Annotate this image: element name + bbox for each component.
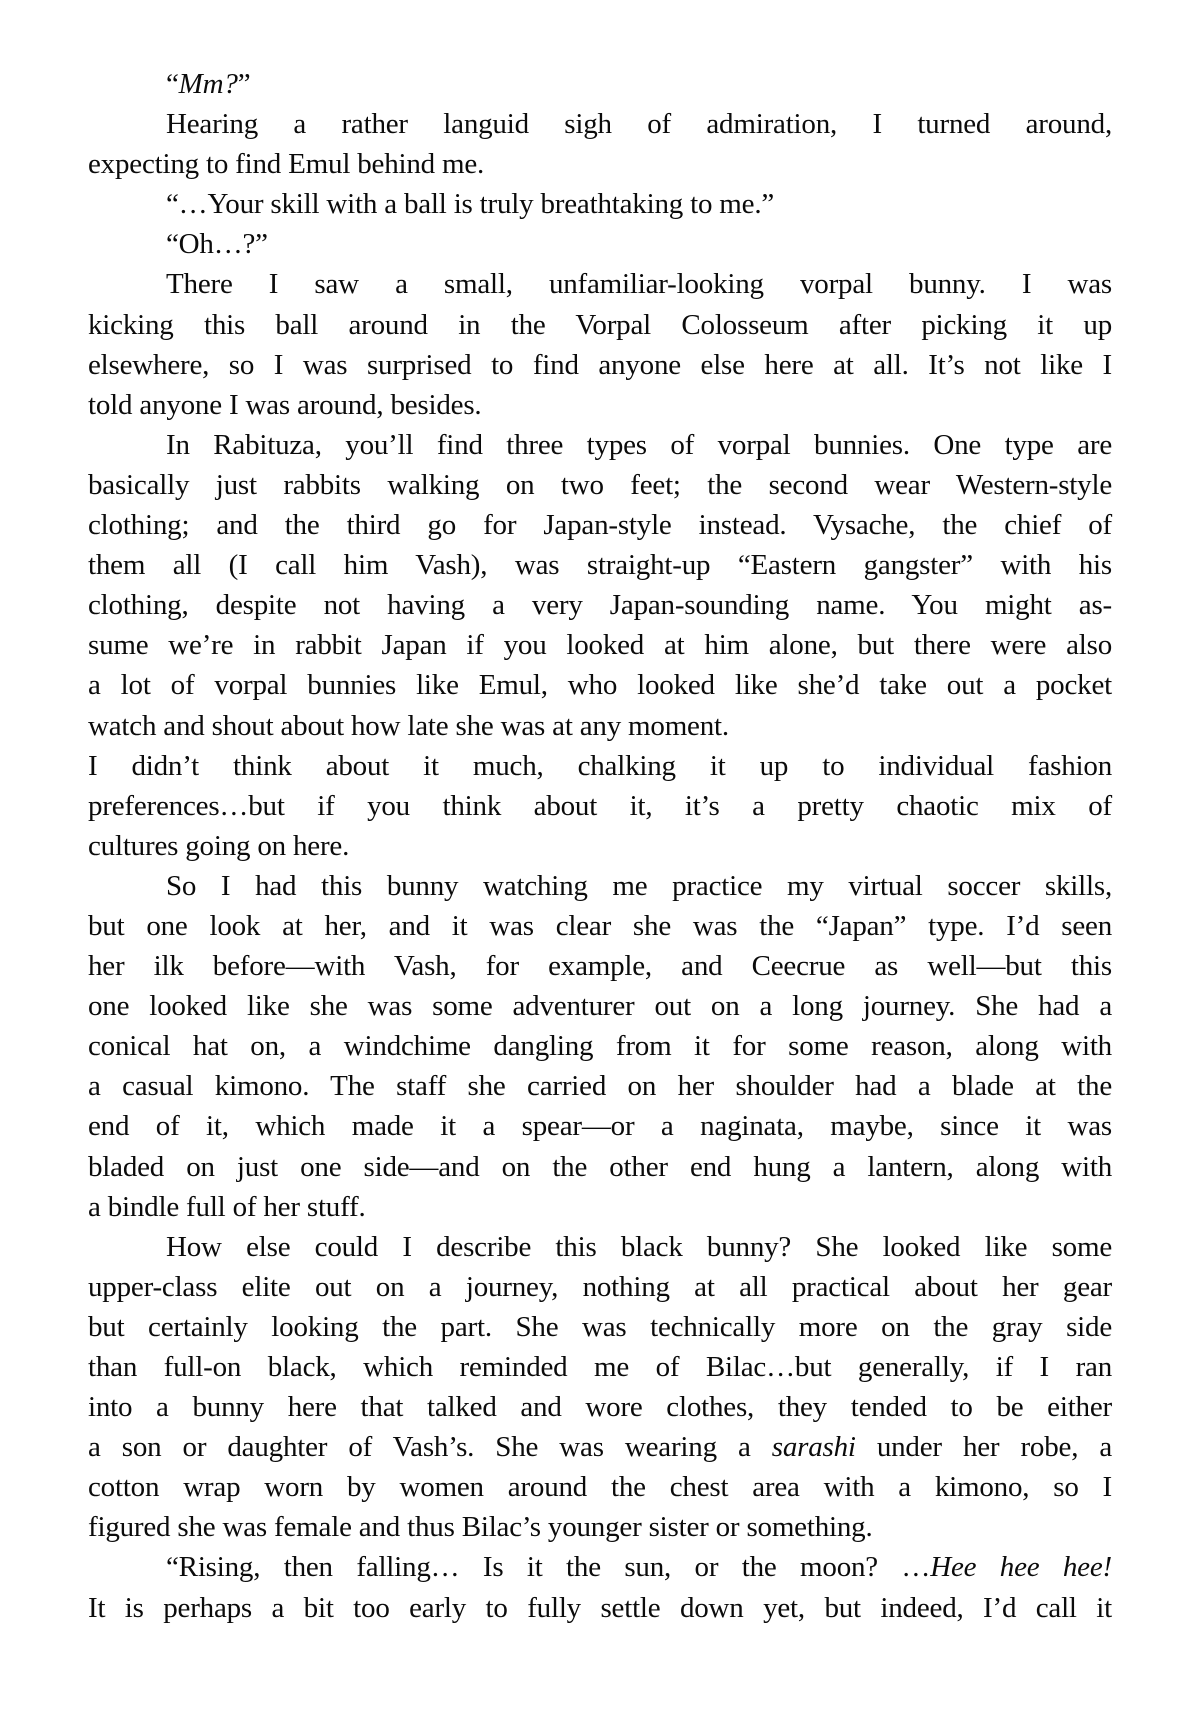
text-run: under her robe, a: [855, 1431, 1113, 1464]
text-run: a son or daughter of Vash’s. She was wearing a: [88, 1431, 772, 1464]
text-line: [88, 1026, 1112, 1066]
text-run: end of it, which made it a spear—or a naginata, maybe, since it was: [88, 1110, 1112, 1143]
text-line: [88, 986, 1112, 1026]
text-line: [88, 946, 1112, 986]
text-run: but one look at her, and it was clear she was the “Japan” type. I’d seen: [88, 909, 1112, 942]
text-line: [88, 425, 1112, 465]
text-run: basically just rabbits walking on two feet; the second wear Western-style: [88, 468, 1112, 501]
text-run: a bindle full of her stuff.: [88, 1190, 366, 1223]
text-line: [88, 1227, 1112, 1267]
paragraph: [88, 866, 1112, 1227]
text-line: [88, 1547, 1112, 1587]
text-line: [88, 906, 1112, 946]
text-run: but certainly looking the part. She was technically more on the gray side: [88, 1310, 1112, 1343]
text-line: [88, 264, 1112, 304]
text-run: So I had this bunny watching me practice my virtual soccer skills,: [166, 869, 1112, 902]
paragraph: [88, 425, 1112, 746]
text-run: upper-class elite out on a journey, nothing at all practical about her gear: [88, 1270, 1112, 1303]
text-line: [88, 1387, 1112, 1427]
text-run: ”: [237, 68, 251, 100]
text-run: Hearing a rather languid sigh of admiration, I turned around,: [166, 108, 1112, 141]
italic-text: Mm?: [178, 68, 238, 100]
text-line: [88, 1147, 1112, 1187]
paragraph: [88, 746, 1112, 866]
text-run: How else could I describe this black bunny? She looked like some: [166, 1230, 1112, 1263]
text-run: In Rabituza, you’ll find three types of vorpal bunnies. One type are: [166, 428, 1112, 461]
paragraph: [88, 1227, 1112, 1548]
text-line: [88, 64, 1112, 104]
text-run: It is perhaps a bit too early to fully settle down yet, but indeed, I’d call it: [88, 1591, 1112, 1624]
text-line: [88, 385, 1112, 425]
text-run: “: [166, 68, 179, 100]
text-line: [88, 1187, 1112, 1227]
text-run: her ilk before—with Vash, for example, and Ceecrue as well—but this: [88, 950, 1112, 983]
paragraph: [88, 264, 1112, 424]
text-line: [88, 1267, 1112, 1307]
text-run: cotton wrap worn by women around the chest area with a kimono, so I: [88, 1471, 1112, 1504]
text-line: [88, 1588, 1112, 1628]
text-line: [88, 1507, 1112, 1547]
text-run: preferences…but if you think about it, it’s a pretty chaotic mix of: [88, 789, 1112, 822]
text-line: [88, 1427, 1112, 1467]
italic-text: Hee hee hee!: [930, 1551, 1112, 1584]
text-run: expecting to find Emul behind me.: [88, 148, 485, 181]
text-run: “Rising, then falling… Is it the sun, or the moon? …: [166, 1551, 931, 1584]
paragraph: [88, 184, 1112, 224]
text-run: figured she was female and thus Bilac’s younger sister or something.: [88, 1511, 873, 1544]
text-line: [88, 1347, 1112, 1387]
text-line: [88, 1467, 1112, 1507]
text-line: [88, 706, 1112, 746]
text-line: [88, 545, 1112, 585]
text-line: [88, 746, 1112, 786]
text-line: [88, 1106, 1112, 1146]
text-line: [88, 585, 1112, 625]
text-run: cultures going on here.: [88, 829, 350, 862]
text-run: “Oh…?”: [166, 228, 268, 261]
text-run: sume we’re in rabbit Japan if you looked at him alone, but there were also: [88, 629, 1112, 662]
text-run: elsewhere, so I was surprised to find anyone else here at all. It’s not like I: [88, 348, 1112, 381]
text-line: [88, 1307, 1112, 1347]
text-line: [88, 505, 1112, 545]
text-run: watch and shout about how late she was at any moment.: [88, 709, 729, 742]
text-run: told anyone I was around, besides.: [88, 388, 482, 421]
text-line: [88, 826, 1112, 866]
italic-text: sarashi: [771, 1431, 856, 1464]
paragraph: [88, 1547, 1112, 1627]
text-line: [88, 104, 1112, 144]
text-run: a lot of vorpal bunnies like Emul, who looked like she’d take out a pocket: [88, 669, 1112, 702]
text-line: [88, 465, 1112, 505]
text-run: them all (I call him Vash), was straight-up “Eastern gangster” with his: [88, 549, 1112, 582]
text-run: into a bunny here that talked and wore clothes, they tended to be either: [88, 1391, 1112, 1424]
text-line: [88, 144, 1112, 184]
text-run: There I saw a small, unfamiliar-looking vorpal bunny. I was: [166, 268, 1112, 301]
text-line: [88, 345, 1112, 385]
text-run: “…Your skill with a ball is truly breathtaking to me.”: [166, 188, 775, 221]
text-run: I didn’t think about it much, chalking it up to individual fashion: [88, 749, 1112, 782]
text-run: clothing, despite not having a very Japan-sounding name. You might as-: [88, 589, 1112, 622]
text-run: than full-on black, which reminded me of Bilac…but generally, if I ran: [88, 1351, 1112, 1383]
text-run: kicking this ball around in the Vorpal Colosseum after picking it up: [88, 308, 1112, 341]
text-line: [88, 665, 1112, 705]
text-line: [88, 184, 1112, 224]
text-line: [88, 1066, 1112, 1106]
paragraph: [88, 104, 1112, 184]
paragraph: [88, 64, 1112, 104]
text-run: bladed on just one side—and on the other end hung a lantern, along with: [88, 1150, 1112, 1183]
text-line: [88, 305, 1112, 345]
text-line: [88, 866, 1112, 906]
text-line: [88, 625, 1112, 665]
paragraph: [88, 224, 1112, 264]
text-line: [88, 224, 1112, 264]
text-line: [88, 786, 1112, 826]
text-run: conical hat on, a windchime dangling from it for some reason, along with: [88, 1030, 1112, 1063]
text-run: clothing; and the third go for Japan-style instead. Vysache, the chief of: [88, 509, 1112, 542]
text-run: one looked like she was some adventurer out on a long journey. She had a: [88, 990, 1112, 1023]
text-run: a casual kimono. The staff she carried on her shoulder had a blade at the: [88, 1070, 1112, 1103]
